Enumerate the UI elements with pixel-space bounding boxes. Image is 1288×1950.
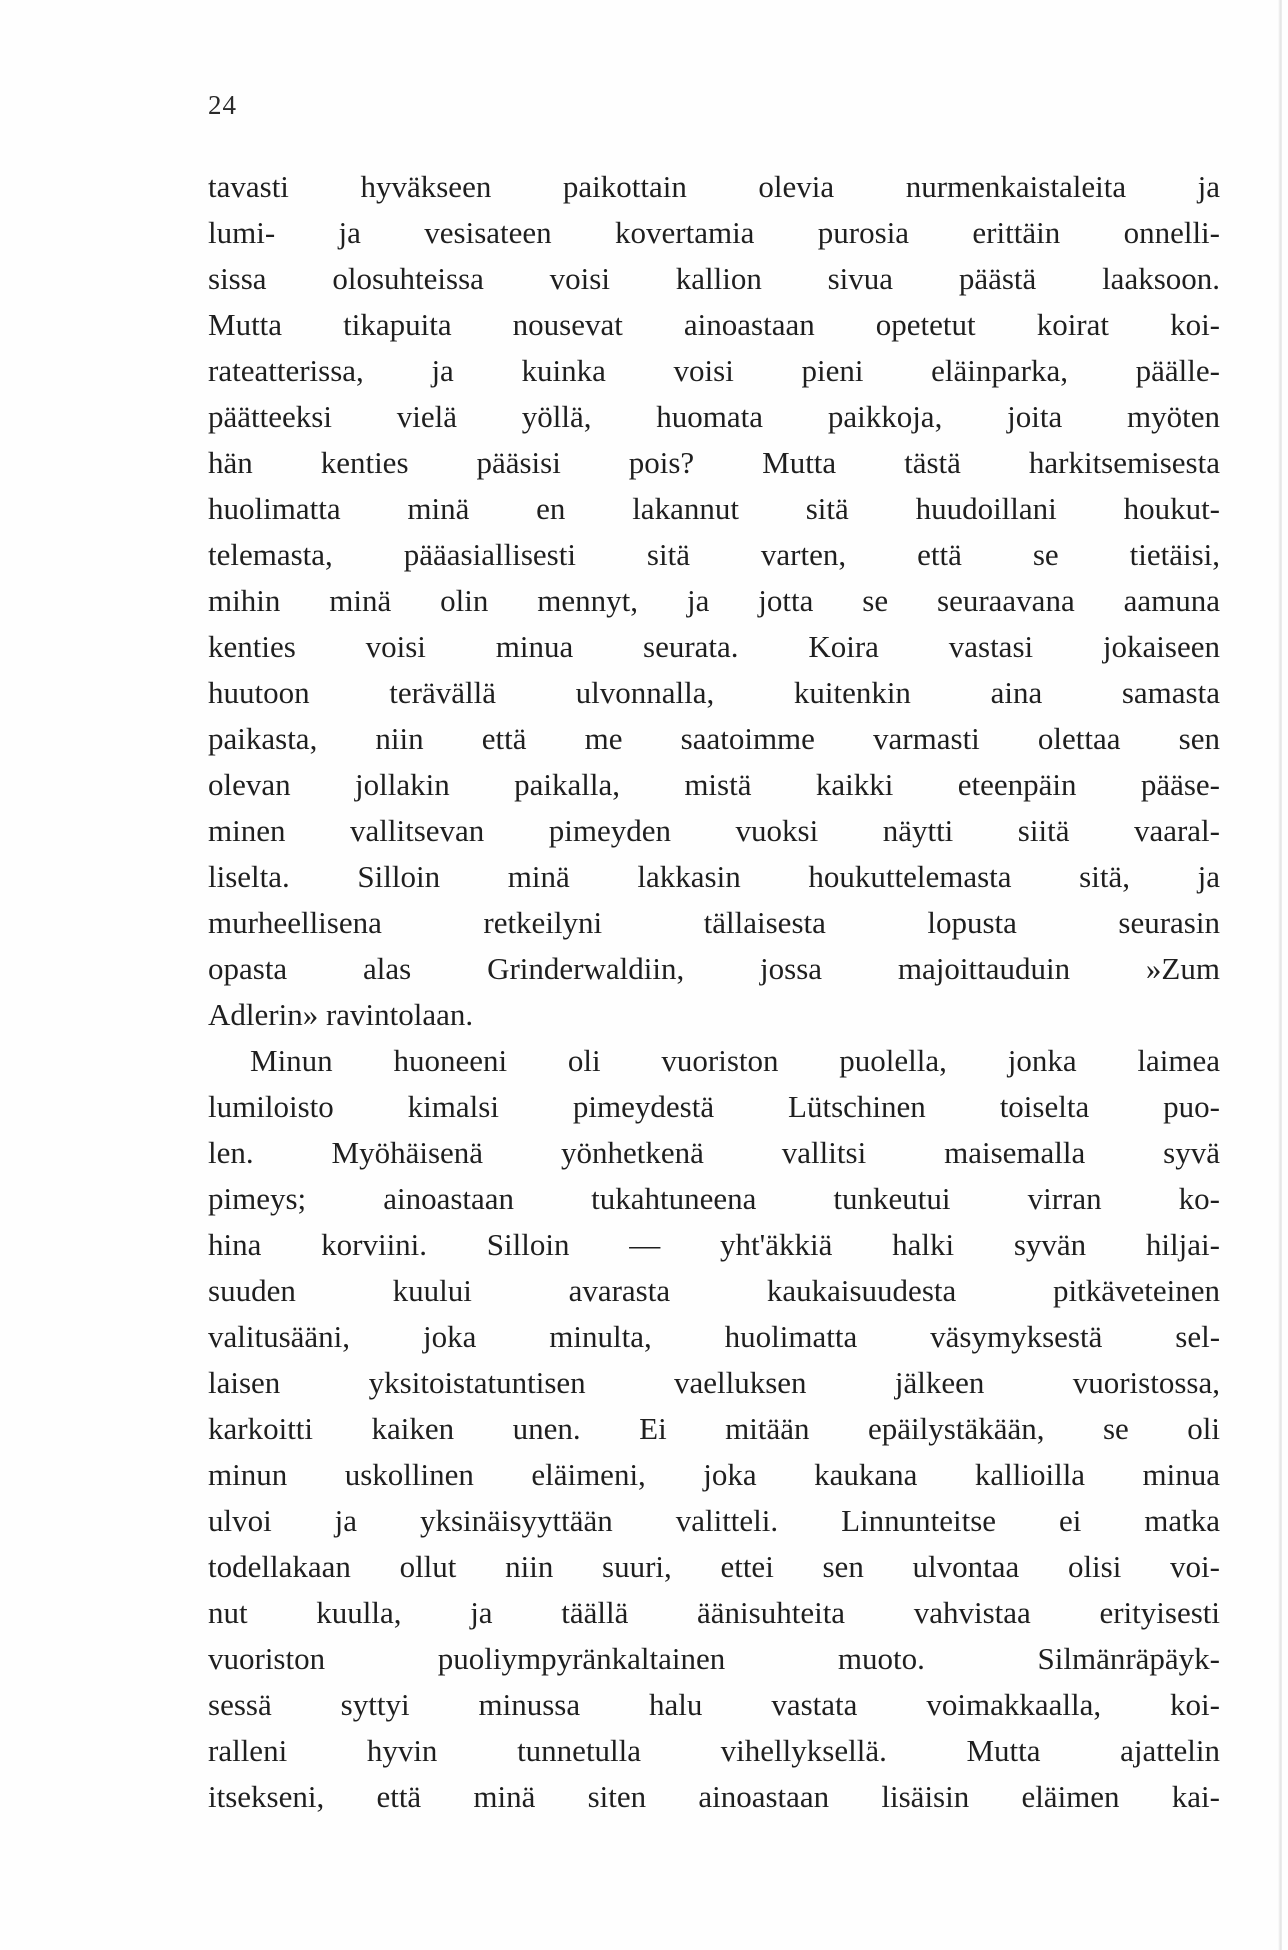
body-text <box>208 164 1220 1820</box>
text-line: liselta. Silloin minä lakkasin houkuttelemasta sitä, ja <box>208 859 1221 894</box>
text-line: len. Myöhäisenä yönhetkenä vallitsi maisemalla syvä <box>208 1135 1221 1170</box>
text-line: hina korviini. Silloin — yht'äkkiä halki syvän hiljai- <box>208 1227 1220 1262</box>
text-line: sissa olosuhteissa voisi kallion sivua päästä laaksoon. <box>208 261 1221 296</box>
text-line: karkoitti kaiken unen. Ei mitään epäilystäkään, se oli <box>208 1411 1221 1446</box>
text-line: vuoriston puoliympyränkaltainen muoto. Silmänräpäyk- <box>208 1641 1220 1676</box>
text-line: Mutta tikapuita nousevat ainoastaan opetetut koirat koi- <box>208 307 1221 342</box>
text-line: opasta alas Grinderwaldiin, jossa majoittauduin »Zum <box>208 951 1220 986</box>
text-line: hän kenties pääsisi pois? Mutta tästä harkitsemisesta <box>208 445 1220 480</box>
text-line: lumi- ja vesisateen kovertamia purosia erittäin onnelli- <box>208 215 1220 250</box>
text-line: huutoon terävällä ulvonnalla, kuitenkin aina samasta <box>208 675 1220 710</box>
text-line: olevan jollakin paikalla, mistä kaikki eteenpäin pääse- <box>208 767 1221 802</box>
text-line: mihin minä olin mennyt, ja jotta se seuraavana aamuna <box>208 583 1221 618</box>
text-line: todellakaan ollut niin suuri, ettei sen ulvontaa olisi voi- <box>208 1549 1220 1584</box>
text-line: tavasti hyväkseen paikottain olevia nurmenkaistaleita ja <box>208 169 1221 204</box>
text-line: lumiloisto kimalsi pimeydestä Lütschinen toiselta puo- <box>208 1089 1220 1124</box>
text-line: Minun huoneeni oli vuoriston puolella, jonka laimea <box>250 1043 1220 1078</box>
page-edge-shadow <box>1278 0 1282 1950</box>
text-line: Adlerin» ravintolaan. <box>208 997 474 1032</box>
text-line: pimeys; ainoastaan tukahtuneena tunkeutui virran ko- <box>208 1181 1220 1216</box>
text-line: ralleni hyvin tunnetulla vihellyksellä. Mutta ajattelin <box>208 1733 1221 1768</box>
text-line: valitusääni, joka minulta, huolimatta väsymyksestä sel- <box>208 1319 1221 1354</box>
text-line: nut kuulla, ja täällä äänisuhteita vahvistaa erityisesti <box>208 1595 1221 1630</box>
text-line: itsekseni, että minä siten ainoastaan lisäisin eläimen kai- <box>208 1779 1220 1814</box>
text-line: huolimatta minä en lakannut sitä huudoillani houkut- <box>208 491 1221 526</box>
text-line: kenties voisi minua seurata. Koira vastasi jokaiseen <box>208 629 1220 664</box>
text-line: minen vallitsevan pimeyden vuoksi näytti siitä vaaral- <box>208 813 1220 848</box>
text-line: paikasta, niin että me saatoimme varmasti olettaa sen <box>208 721 1220 756</box>
text-line: laisen yksitoistatuntisen vaelluksen jälkeen vuoristossa, <box>208 1365 1220 1400</box>
text-line: minun uskollinen eläimeni, joka kaukana kallioilla minua <box>208 1457 1221 1492</box>
text-line: telemasta, pääasiallisesti sitä varten, että se tietäisi, <box>208 537 1221 572</box>
text-line: murheellisena retkeilyni tällaisesta lopusta seurasin <box>208 905 1220 940</box>
text-line: sessä syttyi minussa halu vastata voimakkaalla, koi- <box>208 1687 1220 1722</box>
text-line: ulvoi ja yksinäisyyttään valitteli. Linnunteitse ei matka <box>208 1503 1221 1538</box>
text-line: suuden kuului avarasta kaukaisuudesta pitkäveteinen <box>208 1273 1221 1308</box>
text-line: rateatterissa, ja kuinka voisi pieni eläinparka, päälle- <box>208 353 1220 388</box>
page-number: 24 <box>208 90 237 120</box>
text-line: päätteeksi vielä yöllä, huomata paikkoja, joita myöten <box>208 399 1220 434</box>
